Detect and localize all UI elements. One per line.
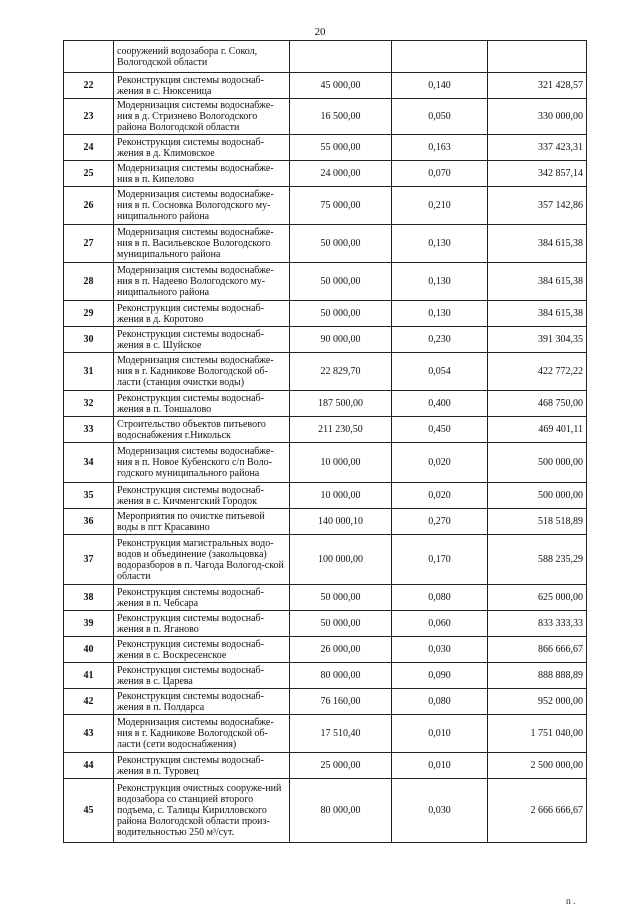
specific-cost-cell: 422 772,22 — [488, 353, 587, 391]
project-cost-cell: 80 000,00 — [290, 779, 392, 843]
project-cost-cell: 50 000,00 — [290, 301, 392, 327]
project-name-cell: Строительство объектов питьевого водоснабжения г.Никольск — [114, 417, 290, 443]
project-name-cell: Модернизация системы водоснабже-ния в п. Васильевское Вологодского муниципального района — [114, 225, 290, 263]
project-name-cell: Реконструкция системы водоснаб-жения в п. Чебсара — [114, 585, 290, 611]
specific-cost-cell: 866 666,67 — [488, 637, 587, 663]
projects-table-body — [64, 41, 587, 843]
project-volume-cell: 0,210 — [392, 187, 488, 225]
table-row — [64, 391, 587, 417]
project-cost-cell: 50 000,00 — [290, 263, 392, 301]
table-row — [64, 263, 587, 301]
specific-cost-cell: 588 235,29 — [488, 535, 587, 585]
project-name-cell: сооружений водозабора г. Сокол, Вологодской области — [114, 41, 290, 73]
project-cost-cell: 140 000,10 — [290, 509, 392, 535]
table-row — [64, 353, 587, 391]
project-name-cell: Реконструкция системы водоснаб-жения в п. Тоншалово — [114, 391, 290, 417]
row-number-cell: 24 — [64, 135, 114, 161]
projects-table — [63, 40, 587, 843]
project-volume-cell: 0,230 — [392, 327, 488, 353]
project-cost-cell: 26 000,00 — [290, 637, 392, 663]
project-volume-cell: 0,030 — [392, 779, 488, 843]
project-name-cell: Модернизация системы водоснабже-ния в г. Кадникове Вологодской об-ласти (сети водоснабжения) — [114, 715, 290, 753]
table-row — [64, 99, 587, 135]
row-number-cell: 31 — [64, 353, 114, 391]
project-cost-cell: 50 000,00 — [290, 225, 392, 263]
project-cost-cell: 50 000,00 — [290, 611, 392, 637]
project-name-cell: Реконструкция системы водоснаб-жения в п. Яганово — [114, 611, 290, 637]
project-volume-cell: 0,450 — [392, 417, 488, 443]
project-volume-cell: 0,140 — [392, 73, 488, 99]
specific-cost-cell: 342 857,14 — [488, 161, 587, 187]
specific-cost-cell: 500 000,00 — [488, 443, 587, 483]
table-row — [64, 187, 587, 225]
project-cost-cell: 76 160,00 — [290, 689, 392, 715]
project-volume-cell: 0,130 — [392, 225, 488, 263]
project-cost-cell: 187 500,00 — [290, 391, 392, 417]
project-cost-cell: 90 000,00 — [290, 327, 392, 353]
project-volume-cell — [392, 41, 488, 73]
project-cost-cell: 100 000,00 — [290, 535, 392, 585]
row-number-cell: 29 — [64, 301, 114, 327]
table-row — [64, 483, 587, 509]
project-volume-cell: 0,170 — [392, 535, 488, 585]
row-number-cell: 25 — [64, 161, 114, 187]
specific-cost-cell: 468 750,00 — [488, 391, 587, 417]
row-number-cell: 37 — [64, 535, 114, 585]
row-number-cell — [64, 41, 114, 73]
row-number-cell: 40 — [64, 637, 114, 663]
table-row — [64, 535, 587, 585]
project-volume-cell: 0,010 — [392, 715, 488, 753]
table-row — [64, 663, 587, 689]
table-row — [64, 161, 587, 187]
project-name-cell: Реконструкция системы водоснаб-жения в д. Коротово — [114, 301, 290, 327]
row-number-cell: 39 — [64, 611, 114, 637]
project-name-cell: Реконструкция системы водоснаб-жения в с. Царева — [114, 663, 290, 689]
project-cost-cell: 75 000,00 — [290, 187, 392, 225]
table-row — [64, 301, 587, 327]
project-name-cell: Модернизация системы водоснабже-ния в п. Кипелово — [114, 161, 290, 187]
project-volume-cell: 0,060 — [392, 611, 488, 637]
project-cost-cell: 55 000,00 — [290, 135, 392, 161]
specific-cost-cell: 2 666 666,67 — [488, 779, 587, 843]
footer-mark: п . — [566, 896, 576, 906]
table-row — [64, 715, 587, 753]
row-number-cell: 33 — [64, 417, 114, 443]
project-volume-cell: 0,130 — [392, 263, 488, 301]
project-name-cell: Реконструкция очистных сооруже-ний водозабора со станцией второго подъема, с. Талицы Кирилловского района Вологодской области произ-водительностью 250 м³/сут. — [114, 779, 290, 843]
project-name-cell: Реконструкция системы водоснаб-жения в с. Шуйское — [114, 327, 290, 353]
project-volume-cell: 0,270 — [392, 509, 488, 535]
table-row — [64, 637, 587, 663]
row-number-cell: 43 — [64, 715, 114, 753]
table-row — [64, 73, 587, 99]
project-name-cell: Модернизация системы водоснабже-ния в п. Надеево Вологодского му-ниципального района — [114, 263, 290, 301]
project-name-cell: Модернизация системы водоснабже-ния в п. Сосновка Вологодского му-ниципального района — [114, 187, 290, 225]
project-name-cell: Реконструкция системы водоснаб-жения в п. Туровец — [114, 753, 290, 779]
project-cost-cell: 211 230,50 — [290, 417, 392, 443]
row-number-cell: 26 — [64, 187, 114, 225]
project-volume-cell: 0,070 — [392, 161, 488, 187]
specific-cost-cell: 330 000,00 — [488, 99, 587, 135]
row-number-cell: 44 — [64, 753, 114, 779]
project-name-cell: Реконструкция системы водоснаб-жения в д. Климовское — [114, 135, 290, 161]
table-row — [64, 135, 587, 161]
table-row — [64, 689, 587, 715]
row-number-cell: 22 — [64, 73, 114, 99]
project-cost-cell: 22 829,70 — [290, 353, 392, 391]
table-row — [64, 753, 587, 779]
specific-cost-cell: 384 615,38 — [488, 301, 587, 327]
specific-cost-cell: 469 401,11 — [488, 417, 587, 443]
row-number-cell: 36 — [64, 509, 114, 535]
specific-cost-cell: 384 615,38 — [488, 263, 587, 301]
row-number-cell: 41 — [64, 663, 114, 689]
table-row — [64, 779, 587, 843]
specific-cost-cell: 391 304,35 — [488, 327, 587, 353]
specific-cost-cell: 321 428,57 — [488, 73, 587, 99]
project-cost-cell: 50 000,00 — [290, 585, 392, 611]
table-row — [64, 443, 587, 483]
row-number-cell: 30 — [64, 327, 114, 353]
project-cost-cell: 10 000,00 — [290, 443, 392, 483]
project-volume-cell: 0,090 — [392, 663, 488, 689]
project-name-cell: Реконструкция системы водоснаб-жения в с. Нюксеница — [114, 73, 290, 99]
project-cost-cell: 25 000,00 — [290, 753, 392, 779]
table-row — [64, 225, 587, 263]
specific-cost-cell: 625 000,00 — [488, 585, 587, 611]
specific-cost-cell: 500 000,00 — [488, 483, 587, 509]
project-volume-cell: 0,030 — [392, 637, 488, 663]
project-name-cell: Модернизация системы водоснабже-ния в д. Стризнево Вологодского района Вологодской области — [114, 99, 290, 135]
specific-cost-cell: 1 751 040,00 — [488, 715, 587, 753]
project-volume-cell: 0,010 — [392, 753, 488, 779]
project-name-cell: Реконструкция системы водоснаб-жения в с. Кичменгский Городок — [114, 483, 290, 509]
project-name-cell: Реконструкция системы водоснаб-жения в п. Полдарса — [114, 689, 290, 715]
table-row — [64, 327, 587, 353]
project-cost-cell — [290, 41, 392, 73]
project-volume-cell: 0,054 — [392, 353, 488, 391]
project-volume-cell: 0,130 — [392, 301, 488, 327]
specific-cost-cell: 888 888,89 — [488, 663, 587, 689]
specific-cost-cell: 952 000,00 — [488, 689, 587, 715]
project-volume-cell: 0,020 — [392, 483, 488, 509]
project-cost-cell: 24 000,00 — [290, 161, 392, 187]
project-volume-cell: 0,050 — [392, 99, 488, 135]
row-number-cell: 34 — [64, 443, 114, 483]
project-cost-cell: 45 000,00 — [290, 73, 392, 99]
row-number-cell: 23 — [64, 99, 114, 135]
row-number-cell: 35 — [64, 483, 114, 509]
specific-cost-cell: 518 518,89 — [488, 509, 587, 535]
specific-cost-cell: 384 615,38 — [488, 225, 587, 263]
table-row — [64, 41, 587, 73]
project-name-cell: Модернизация системы водоснабже-ния в п. Новое Кубенского с/п Воло-годского муниципального района — [114, 443, 290, 483]
row-number-cell: 27 — [64, 225, 114, 263]
project-volume-cell: 0,400 — [392, 391, 488, 417]
table-row — [64, 611, 587, 637]
project-cost-cell: 17 510,40 — [290, 715, 392, 753]
row-number-cell: 32 — [64, 391, 114, 417]
specific-cost-cell — [488, 41, 587, 73]
specific-cost-cell: 357 142,86 — [488, 187, 587, 225]
project-name-cell: Мероприятия по очистке питьевой воды в пгт Красавино — [114, 509, 290, 535]
row-number-cell: 45 — [64, 779, 114, 843]
project-name-cell: Реконструкция системы водоснаб-жения в с. Воскресенское — [114, 637, 290, 663]
specific-cost-cell: 2 500 000,00 — [488, 753, 587, 779]
specific-cost-cell: 833 333,33 — [488, 611, 587, 637]
project-volume-cell: 0,080 — [392, 689, 488, 715]
table-row — [64, 509, 587, 535]
table-row — [64, 417, 587, 443]
project-volume-cell: 0,020 — [392, 443, 488, 483]
project-name-cell: Модернизация системы водоснабже-ния в г. Кадникове Вологодской об-ласти (станция очистки воды) — [114, 353, 290, 391]
project-volume-cell: 0,163 — [392, 135, 488, 161]
project-cost-cell: 16 500,00 — [290, 99, 392, 135]
page-number: 20 — [314, 26, 326, 38]
row-number-cell: 42 — [64, 689, 114, 715]
project-name-cell: Реконструкция магистральных водо-водов и объединение (закольцовка) водоразборов в п. Чагода Вологод-ской области — [114, 535, 290, 585]
project-cost-cell: 10 000,00 — [290, 483, 392, 509]
row-number-cell: 38 — [64, 585, 114, 611]
project-volume-cell: 0,080 — [392, 585, 488, 611]
project-cost-cell: 80 000,00 — [290, 663, 392, 689]
row-number-cell: 28 — [64, 263, 114, 301]
table-row — [64, 585, 587, 611]
specific-cost-cell: 337 423,31 — [488, 135, 587, 161]
